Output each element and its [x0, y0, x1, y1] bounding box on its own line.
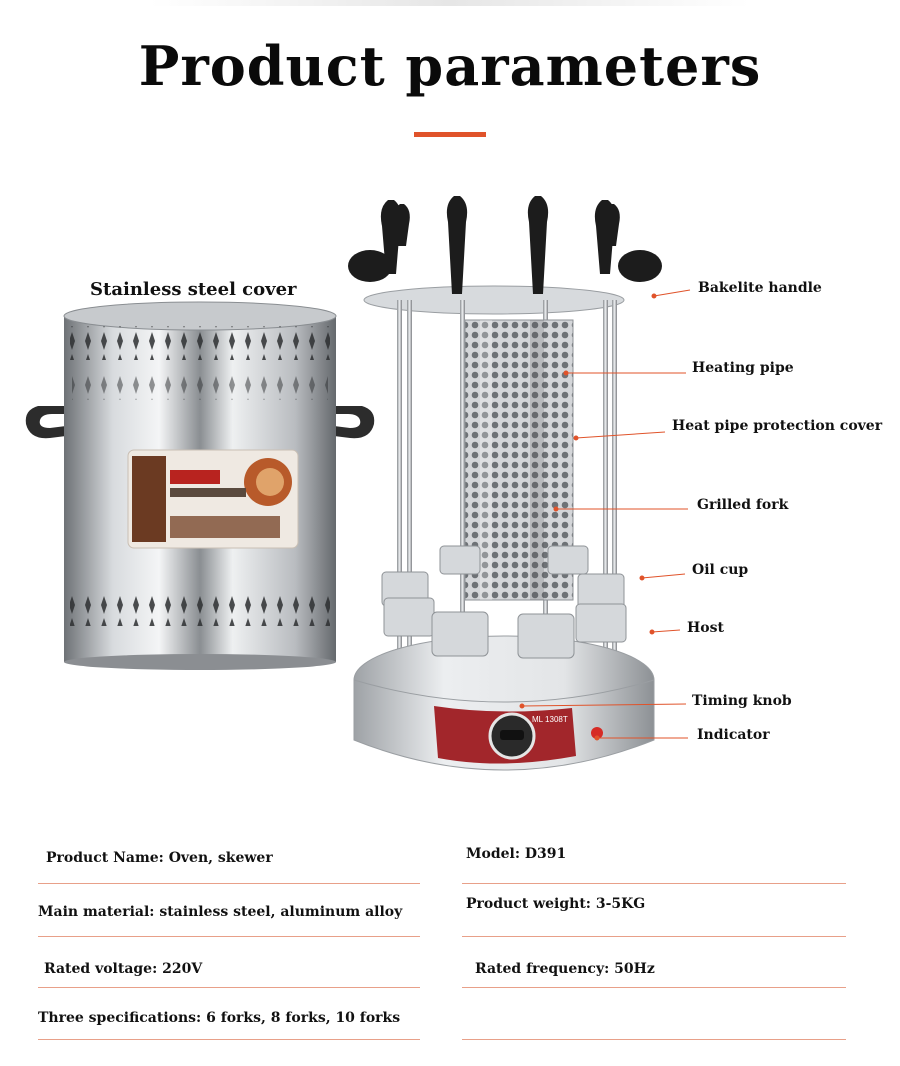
- callout-heating-pipe: Heating pipe: [692, 360, 794, 376]
- spec-divider: [462, 1039, 846, 1040]
- callout-heat-pipe-cover: Heat pipe protection cover: [672, 418, 883, 434]
- spec-product-name: Product Name: Oven, skewer: [46, 850, 273, 866]
- spec-model: Model: D391: [466, 846, 567, 862]
- callout-grilled-fork: Grilled fork: [697, 497, 789, 513]
- spec-frequency: Rated frequency: 50Hz: [475, 961, 655, 977]
- callout-indicator: Indicator: [697, 727, 770, 743]
- spec-weight: Product weight: 3-5KG: [466, 896, 646, 912]
- spec-divider: [38, 883, 420, 884]
- spec-divider: [38, 1039, 420, 1040]
- callout-timing-knob: Timing knob: [692, 693, 792, 709]
- spec-divider: [38, 987, 420, 988]
- spec-divider: [462, 883, 846, 884]
- spec-material: Main material: stainless steel, aluminum alloy: [38, 904, 403, 920]
- callout-host: Host: [687, 620, 724, 636]
- page-title: Product parameters: [138, 34, 762, 98]
- spec-divider: [462, 987, 846, 988]
- stainless-cover-image: [26, 302, 375, 670]
- spec-divider: [38, 936, 420, 937]
- callout-bakelite-handle: Bakelite handle: [698, 280, 822, 296]
- callout-oil-cup: Oil cup: [692, 562, 749, 578]
- model-badge: ML 1308T: [532, 715, 568, 724]
- spec-voltage: Rated voltage: 220V: [44, 961, 203, 977]
- grill-image: [348, 196, 662, 770]
- spec-divider: [462, 936, 846, 937]
- spec-specifications: Three specifications: 6 forks, 8 forks, 10 forks: [38, 1010, 401, 1026]
- cover-label: Stainless steel cover: [90, 279, 297, 300]
